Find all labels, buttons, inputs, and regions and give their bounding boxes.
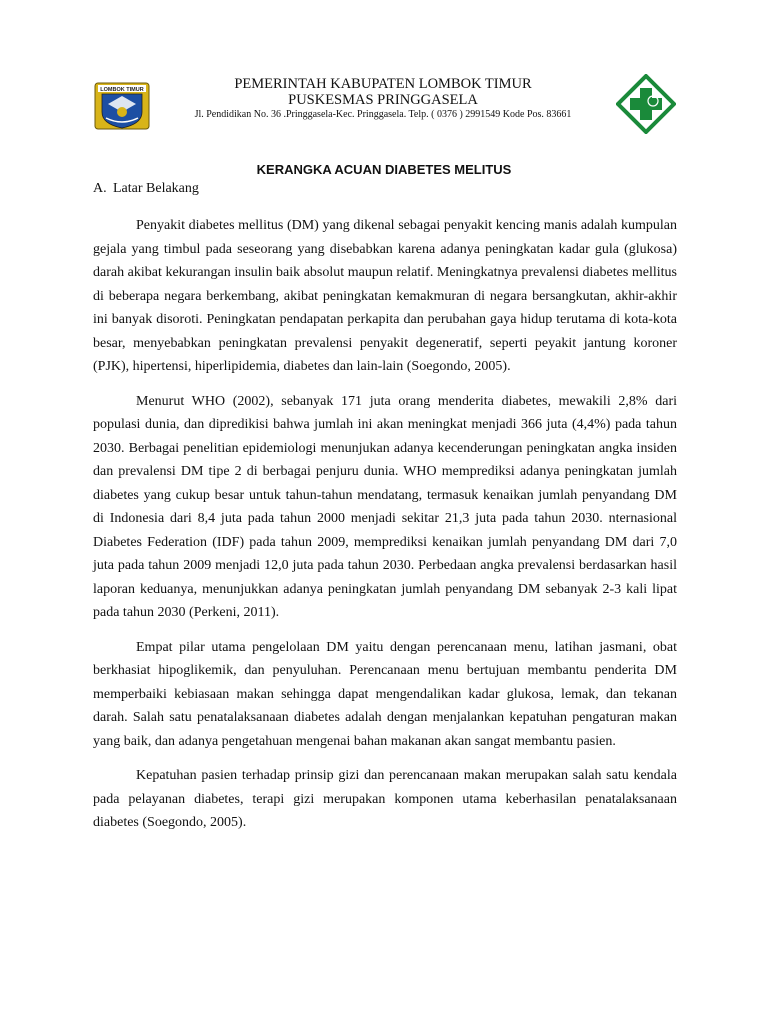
puskesmas-cross-logo [616, 74, 676, 134]
svg-text:LOMBOK TIMUR: LOMBOK TIMUR [100, 87, 144, 93]
puskesmas-name: PUSKESMAS PRINGGASELA [288, 92, 478, 108]
paragraph-2: Menurut WHO (2002), sebanyak 171 juta orang menderita diabetes, mewakili 2,8% dari populasi dunia, dan dipredikisi bahwa jumlah ini akan meningkat menjadi 366 juta (4,4%) pada tahun 2030. Berbagai penelitian epidemiologi menunjukan adanya kecenderungan peningkatan angka insiden dan prevalensi DM tipe 2 di berbagai penjuru dunia. WHO memprediksi adanya peningkatan jumlah diabetes yang cukup besar untuk tahun-tahun mendatang, termasuk kenaikan jumlah penyandang DM di Indonesia dari 8,4 juta pada tahun 2000 menjadi sekitar 21,3 juta pada tahun 2030. nternasional Diabetes Federation (IDF) pada tahun 2009, memprediksi kenaikan jumlah penyandang DM dari 7,0 juta pada tahun 2009 menjadi 12,0 juta pada tahun 2030. Perbedaan angka prevalensi berdasarkan hasil laporan keduanya, menunjukkan adanya peningkatan jumlah penyandang DM sebanyak 2-3 kali lipat pada tahun 2030 (Perkeni, 2011). [93, 393, 677, 620]
government-name: PEMERINTAH KABUPATEN LOMBOK TIMUR [234, 76, 532, 92]
section-title: Latar Belakang [113, 181, 199, 196]
paragraph-3: Empat pilar utama pengelolaan DM yaitu dengan perencanaan menu, latihan jasmani, obat berkhasiat hipoglikemik, dan penyuluhan. Perencanaan menu bertujuan membantu penderita DM memperbaiki kebiasaan makan sehingga dapat mengendalikan kadar glukosa, lemak, dan tekanan darah. Salah satu penatalaksanaan diabetes adalah dengan menjalankan kepatuhan pengaturan makan yang baik, dan adanya pengetahuan mengenai bahan makanan akan sangat membantu pasien. [93, 639, 677, 749]
address-line: Jl. Pendidikan No. 36 .Pringgasela-Kec. Pringgasela. Telp. ( 0376 ) 2991549 Kode Pos. 83661 [194, 109, 572, 120]
section-heading [93, 180, 199, 198]
paragraph-1: Penyakit diabetes mellitus (DM) yang dikenal sebagai penyakit kencing manis adalah kumpulan gejala yang timbul pada seseorang yang disebabkan karena adanya peningkatan kadar gula (glukosa) darah akibat kekurangan insulin baik absolut maupun relatif. Meningkatnya prevalensi diabetes mellitus di beberapa negara berkembang, akibat peningkatan kemakmuran di negara bersangkutan, akhir-akhir ini banyak disoroti. Peningkatan pendapatan perkapita dan perubahan gaya hidup terutama di kota-kota besar, menyebabkan peningkatan prevalensi penyakit degeneratif, seperti peyakit jantung koroner (PJK), hipertensi, hiperlipidemia, diabetes dan lain-lain (Soegondo, 2005). [93, 218, 677, 374]
section-number: A. [93, 181, 107, 196]
regency-crest-logo [94, 82, 150, 130]
letterhead [0, 0, 768, 140]
document-body [93, 214, 677, 846]
document-title: KERANGKA ACUAN DIABETES MELITUS [256, 162, 512, 177]
paragraph-4: Kepatuhan pasien terhadap prinsip gizi dan perencanaan makan merupakan salah satu kendala pada pelayanan diabetes, terapi gizi merupakan komponen utama keberhasilan penatalaksanaan diabetes (Soegondo, 2005). [93, 768, 677, 830]
